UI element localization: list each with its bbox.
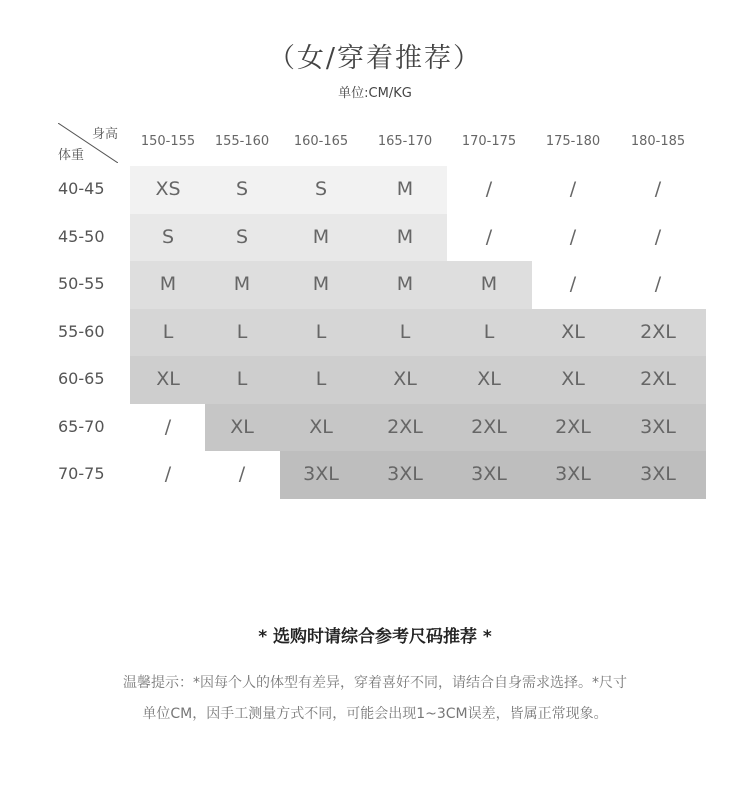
size-cell: 3XL (387, 463, 423, 485)
size-cell: M (233, 273, 251, 295)
size-cell: 2XL (555, 415, 591, 438)
size-cell: M (312, 273, 330, 295)
row-header: 60-65 (58, 369, 105, 388)
size-cell: XS (155, 178, 181, 200)
size-cell: XL (561, 368, 585, 390)
table-corner-header (58, 123, 118, 163)
size-cell: L (162, 320, 174, 343)
size-cell: 3XL (640, 463, 676, 485)
row-header: 45-50 (58, 226, 105, 246)
purchase-note: * 选购时请综合参考尺码推荐 * (258, 627, 492, 647)
size-cell: S (235, 178, 249, 200)
size-cell: / (569, 273, 577, 295)
size-cell: XL (477, 368, 501, 390)
size-cell: M (396, 225, 414, 248)
column-header: 155-160 (214, 134, 270, 149)
size-cell: 3XL (555, 463, 591, 485)
size-cell: / (164, 415, 172, 438)
size-cell: XL (230, 415, 254, 438)
size-cell: 2XL (387, 415, 423, 438)
row-header: 50-55 (58, 274, 105, 293)
size-cell: 2XL (471, 415, 507, 438)
size-cell: / (238, 463, 246, 485)
size-cell: L (236, 320, 248, 343)
size-cell: 3XL (640, 415, 676, 438)
size-cell: M (312, 225, 330, 248)
height-axis-label: 身高 (91, 127, 118, 142)
size-cell: S (235, 225, 249, 248)
size-cell: S (161, 225, 175, 248)
size-cell: S (314, 178, 328, 200)
size-cell: M (159, 273, 177, 295)
row-header: 65-70 (58, 416, 105, 436)
row-header: 40-45 (58, 179, 105, 198)
column-header: 175-180 (545, 134, 601, 149)
size-cell: L (399, 320, 411, 343)
size-cell: 3XL (303, 463, 339, 485)
size-cell: / (485, 225, 493, 248)
row-header: 55-60 (58, 321, 105, 341)
size-cell: / (485, 178, 493, 200)
size-cell: XL (393, 368, 417, 390)
size-cell: L (315, 320, 327, 343)
size-cell: XL (561, 320, 585, 343)
size-cell: / (654, 178, 662, 200)
column-header: 170-175 (461, 134, 517, 149)
size-cell: 3XL (471, 463, 507, 485)
size-cell: / (654, 273, 662, 295)
size-cell: XL (309, 415, 333, 438)
column-header: 160-165 (293, 134, 349, 149)
size-cell: L (483, 320, 495, 343)
unit-label: 单位:CM/KG (338, 86, 412, 101)
size-cell: M (396, 178, 414, 200)
size-cell: 2XL (640, 368, 676, 390)
size-cell: M (396, 273, 414, 295)
column-header: 180-185 (630, 134, 686, 149)
size-cell: L (236, 368, 248, 390)
size-cell: / (569, 178, 577, 200)
weight-axis-label: 体重 (58, 148, 85, 163)
row-header: 70-75 (58, 464, 105, 483)
tip-line-2: 单位CM，因手工测量方式不同，可能会出现1~3CM误差，皆属正常现象。 (142, 706, 608, 722)
size-cell: / (654, 225, 662, 248)
size-cell: M (480, 273, 498, 295)
tip-line-1: 温馨提示：*因每个人的体型有差异，穿着喜好不同，请结合自身需求选择。*尺寸 (123, 675, 627, 691)
size-cell: 2XL (640, 320, 676, 343)
column-header: 165-170 (377, 134, 433, 149)
size-cell: L (315, 368, 327, 390)
page-title: （女/穿着推荐） (267, 43, 483, 74)
size-cell: / (569, 225, 577, 248)
size-cell: / (164, 463, 172, 485)
size-cell: XL (156, 368, 180, 390)
column-header: 150-155 (140, 134, 196, 149)
